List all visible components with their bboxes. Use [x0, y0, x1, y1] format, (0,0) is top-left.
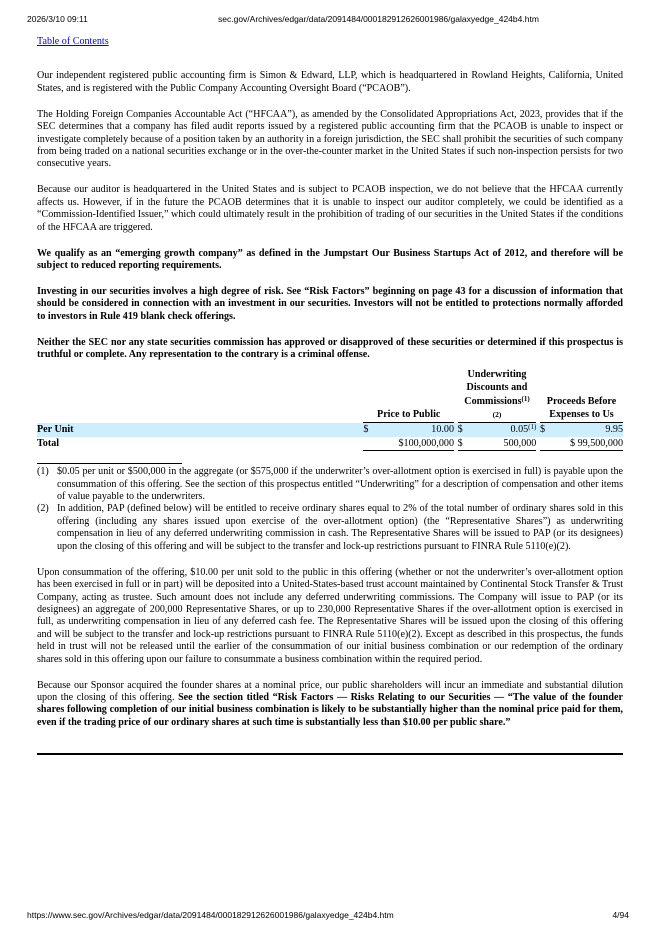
- risk-paragraph: Investing in our securities involves a high degree of risk. See “Risk Factors” beginning on page 43 for a discussion of information that should be considered in connection with an investment in our securities. Investors will not be entitled to protections normally afforded to investors in Rule 419 blank check offerings.: [37, 286, 623, 322]
- offering-table: [37, 368, 623, 452]
- per-unit-underwriting: $ 0.05$^{(1)}$: [457, 423, 537, 436]
- footnote-1: (1) $0.05 per unit or $500,000 in the aggregate (or $575,000 if the underwriter’s over-allotment option is exercised in full) is payable upon the consummation of this offering. See the section of this prospectus entitled “Underwriting” for a description of compensation and other items of value payable to the underwriters.: [37, 466, 623, 503]
- sponsor-dilution-paragraph: Because our Sponsor acquired the founder shares at a nominal price, our public shareholders will incur an immediate and substantial dilution upon the closing of this offering. See the section titled “Risk Factors — Risks Relating to our Securities — “The value of the founder shares following completion of our initial business combination is likely to be substantially higher than the nominal price paid for them, even if the trading price of our ordinary shares at such time is substantially less than $10.00 per public share.”: [37, 679, 623, 728]
- hfcaa-paragraph: The Holding Foreign Companies Accountable Act (“HFCAA”), as amended by the Consolidated Appropriations Act, 2023, provides that if the SEC determines that a company has filed audit reports issued by a registered public accounting firm that the PCAOB is unable to inspect or investigate completely because of a position taken by an authority in a foreign jurisdiction, the SEC shall prohibit the securities of such company from being traded on a national securities exchange or in the over-the-counter market in the United States if such non-inspection persists for two consecutive years.: [37, 108, 623, 170]
- auditor-paragraph: Our independent registered public accounting firm is Simon & Edward, LLP, which is headquartered in Rowland Heights, California, United States, and is registered with the Public Company Accounting Oversight Board (“PCAOB”).: [37, 70, 623, 94]
- print-footer-url: https://www.sec.gov/Archives/edgar/data/2091484/000182912626001986/galaxyedge_424b4.htm: [27, 910, 394, 920]
- table-row-total: Total $100,000,000 $ 500,000 $ 99,500,000: [37, 437, 623, 449]
- sec-disclaimer-paragraph: Neither the SEC nor any state securities commission has approved or disapproved of these securities or determined if this prospectus is truthful or complete. Any representation to the contrary is a criminal offense.: [37, 336, 623, 361]
- header-underwriting: Underwriting Discounts and Commissions$^{(1)}$ (2): [464, 368, 530, 420]
- total-proceeds: $ 99,500,000: [540, 437, 623, 451]
- header-price-to-public: Price to Public: [377, 409, 441, 421]
- table-row-per-unit: Per Unit $ 10.00 $ 0.05$^{(1)}$ $ 9.95: [37, 423, 623, 436]
- total-price: $100,000,000: [363, 437, 454, 451]
- page-end-divider: [37, 753, 623, 755]
- header-proceeds: Proceeds Before Expenses to Us: [546, 395, 617, 421]
- footnote-divider: [37, 463, 182, 464]
- emerging-growth-paragraph: We qualify as an “emerging growth company” as defined in the Jumpstart Our Business Startups Act of 2012, and therefore will be subject to reduced reporting requirements.: [37, 247, 623, 272]
- print-header: [27, 14, 635, 26]
- print-header-url: sec.gov/Archives/edgar/data/2091484/000182912626001986/galaxyedge_424b4.htm: [218, 14, 539, 24]
- per-unit-proceeds: $ 9.95: [539, 424, 623, 436]
- total-underwriting: $ 500,000: [458, 437, 537, 451]
- document-body: [37, 36, 623, 755]
- table-of-contents-link[interactable]: Table of Contents: [37, 36, 109, 47]
- auditor-inspection-paragraph: Because our auditor is headquartered in the United States and is subject to PCAOB inspection, we do not believe that the HFCAA currently affects us. However, if in the future the PCAOB determines that it is unable to inspect our auditor completely, we could be identified as a “Commission-Identified Issuer,” which could ultimately result in the prohibition of trading of our securities in the United States if the conditions of the HFCAA are triggered.: [37, 184, 623, 233]
- print-datetime: 2026/3/10 09:11: [27, 14, 88, 24]
- footnote-2: (2) In addition, PAP (defined below) will be entitled to receive ordinary shares equal to 2% of the total number of ordinary shares sold in this offering (including any shares issued upon exercise of the over-allotment option) (the “Representative Shares”) as underwriting compensation in lieu of any deferred underwriting commission in cash. The Representative Shares will be issued to PAP (or its designees) upon the closing of this offering and will be subject to the transfer and lock-up restrictions pursuant to FINRA Rule 5110(e)(2).: [37, 503, 623, 552]
- print-footer: [27, 910, 635, 922]
- consummation-paragraph: Upon consummation of the offering, $10.00 per unit sold to the public in this offering (whether or not the underwriter’s over-allotment option has been exercised in full or in part) will be deposited into a United-States-based trust account maintained by Continental Stock Transfer & Trust Company, acting as trustee. Such amount does not include any deferred underwriting commissions. The Company will issue to PAP (or its designees) an aggregate of 200,000 Representative Shares, or up to 230,000 Representative Shares if the over-allotment option is exercised in full, as underwriting compensation in lieu of any deferred cash fee. The Representative Shares will be issued upon the closing of this offering and will be subject to the transfer and lock-up restrictions pursuant to FINRA Rule 5110(e)(2). Except as described in this prospectus, the funds held in trust will not be released until the earlier of the consummation of our initial business combination or our redemption of the ordinary shares sold in this offering upon our failure to consummate a business combination within the required period.: [37, 566, 623, 665]
- page-number: 4/94: [612, 910, 629, 920]
- per-unit-price: $ 10.00: [363, 424, 454, 436]
